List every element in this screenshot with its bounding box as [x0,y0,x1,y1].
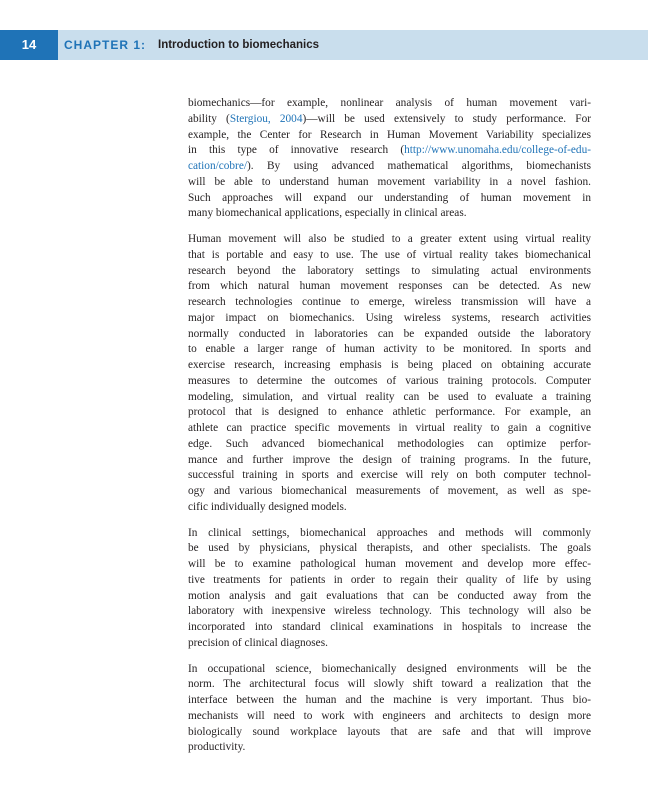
paragraph [188,526,591,652]
text-line: to enable a larger range of human activity to be monitored. In sports and [188,343,591,356]
text-line: biologically sound workplace layouts that are safe and that will improve [188,725,591,738]
text-line: tive treatments for patients in order to regain their quality of life by using [188,573,591,586]
text-line: laboratory with inexpensive wireless technology. This technology will also be [188,605,591,618]
text-line: normally conducted in laboratories can be expanded outside the laboratory [188,327,591,340]
text-line: productivity. [188,741,246,754]
text-line: protocol that is designed to enhance athletic performance. For example, an [188,406,591,419]
text-line: incorporated into standard clinical examinations in hospitals to increase the [188,621,591,633]
text-line: mance and further improve the design of training programs. In the future, [188,453,591,466]
text-line: ability (Stergiou, 2004)—will be used extensively to study performance. For [188,112,591,125]
text-line: measures to determine the outcomes of various training protocols. Computer [188,374,591,387]
text-line: research technologies continue to emerge, wireless transmission will have a [188,296,591,308]
page-number: 14 [0,30,58,60]
text-line: mechanists will need to work with engineers and architects to design more [188,709,591,722]
text-line: will be to examine pathological human movement and develop more effec- [188,558,591,570]
text-line: many biomechanical applications, especially in clinical areas. [188,207,467,220]
text-line: modeling, simulation, and virtual reality can be used to evaluate a training [188,390,591,403]
text-line: in this type of innovative research (http://www.unomaha.edu/college-of-edu- [188,144,591,157]
text-line: Human movement will also be studied to a greater extent using virtual reality [188,233,591,245]
text-line: athlete can practice specific movements in virtual reality to gain a cognitive [188,422,591,434]
body-text [188,96,591,766]
text-line: In clinical settings, biomechanical approaches and methods will commonly [188,526,591,539]
text-line: that is portable and easy to use. The use of virtual reality takes biomechanical [188,248,591,261]
text-line: from which natural human movement responses can be detected. As new [188,280,591,293]
text-line: In occupational science, biomechanically designed environments will be the [188,662,591,675]
text-line: be used by physicians, physical therapists, and other specialists. The goals [188,542,591,555]
text-line: major impact on biomechanics. Using wireless systems, research activities [188,311,591,324]
text-line: cific individually designed models. [188,500,347,513]
paragraph [188,662,591,757]
text-line: exercise research, increasing emphasis is being placed on obtaining accurate [188,359,591,371]
paragraph [188,232,591,516]
reference-link[interactable]: cation/cobre/ [188,160,247,172]
text-line: research beyond the laboratory settings to simulating actual environments [188,264,591,277]
text-line: Such approaches will expand our understanding of human movement in [188,191,591,204]
reference-link[interactable]: http://www.unomaha.edu/college-of-edu- [404,144,591,157]
text-line: motion analysis and gait evaluations that can be conducted away from the [188,589,591,602]
running-header [0,30,648,60]
text-line: interface between the human and the machine is very important. Thus bio- [188,694,591,706]
reference-link[interactable]: Stergiou, 2004 [229,112,303,125]
text-line: example, the Center for Research in Human Movement Variability specializes [188,128,591,141]
paragraph [188,96,591,222]
text-line: biomechanics—for example, nonlinear analysis of human movement vari- [188,97,591,109]
text-line: norm. The architectural focus will slowly shift toward a realization that the [188,678,591,691]
text-line: ogy and various biomechanical measurements of movement, as well as spe- [188,485,591,497]
text-line: precision of clinical diagnoses. [188,636,328,649]
text-line: cation/cobre/). By using advanced mathematical algorithms, biomechanists [188,160,591,172]
text-line: edge. Such advanced biomechanical methodologies can optimize perfor- [188,437,591,450]
chapter-label: CHAPTER 1: [64,38,147,52]
chapter-title: Introduction to biomechanics [158,39,320,51]
text-line: will be able to understand human movement variability in a novel fashion. [188,175,591,188]
text-line: successful training in sports and exercise will rely on both computer technol- [188,469,591,482]
